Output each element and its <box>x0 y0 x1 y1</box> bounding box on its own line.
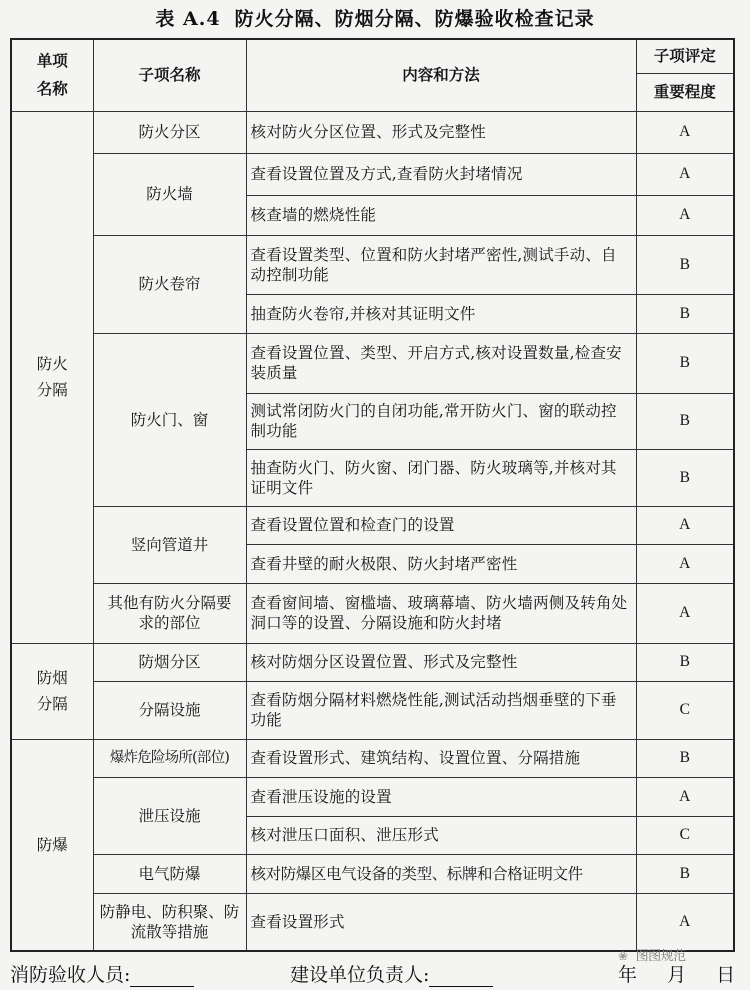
grade: B <box>636 854 734 893</box>
table-row <box>11 235 734 294</box>
header-importance: 重要程度 <box>636 73 734 111</box>
signature-footer <box>0 958 750 988</box>
group-name-line2: 分隔 <box>36 695 68 713</box>
check-content: 核查墙的燃烧性能 <box>246 195 636 235</box>
owner-blank <box>429 968 493 987</box>
check-content: 查看窗间墙、窗槛墙、玻璃幕墙、防火墙两侧及转角处洞口等的设置、分隔设施和防火封堵 <box>246 583 636 643</box>
grade: A <box>636 777 734 816</box>
table-row <box>11 777 734 816</box>
header-subitem-name: 子项名称 <box>93 39 246 111</box>
group-fire-separation <box>11 111 93 643</box>
grade: B <box>636 294 734 333</box>
subitem-name: 防火分区 <box>93 111 246 153</box>
table-row <box>11 893 734 951</box>
header-subitem-rating: 子项评定 <box>636 39 734 73</box>
subitem-name: 防火墙 <box>93 153 246 235</box>
header-content-method: 内容和方法 <box>246 39 636 111</box>
group-name-line1: 防烟 <box>36 669 68 687</box>
grade: A <box>636 195 734 235</box>
check-content: 核对防烟分区设置位置、形式及完整性 <box>246 643 636 681</box>
subitem-name: 防静电、防积聚、防流散等措施 <box>93 893 246 951</box>
subitem-name: 电气防爆 <box>93 854 246 893</box>
header-item-name-line1: 单项 <box>36 51 68 71</box>
wechat-icon: ❀ <box>618 949 628 963</box>
grade: A <box>636 544 734 583</box>
check-content: 查看设置类型、位置和防火封堵严密性,测试手动、自动控制功能 <box>246 235 636 294</box>
check-content: 查看设置形式、建筑结构、设置位置、分隔措施 <box>246 739 636 777</box>
subitem-name: 防烟分区 <box>93 643 246 681</box>
group-name-line1: 防火 <box>36 355 68 373</box>
subitem-name: 分隔设施 <box>93 681 246 739</box>
grade: C <box>636 681 734 739</box>
check-content: 查看设置形式 <box>246 893 636 951</box>
inspector-blank <box>130 968 194 987</box>
grade: B <box>636 643 734 681</box>
document-title <box>0 4 750 31</box>
table-row <box>11 111 734 153</box>
subitem-name: 其他有防火分隔要求的部位 <box>93 583 246 643</box>
check-content: 查看防烟分隔材料燃烧性能,测试活动挡烟垂壁的下垂功能 <box>246 681 636 739</box>
table-row <box>11 583 734 643</box>
header-item-name <box>11 39 93 111</box>
grade: A <box>636 506 734 544</box>
grade: A <box>636 111 734 153</box>
subitem-name: 防火卷帘 <box>93 235 246 333</box>
grade: B <box>636 449 734 506</box>
header-item-name-line2: 名称 <box>36 79 68 99</box>
inspection-record-table <box>10 38 735 952</box>
inspector-label: 消防验收人员: <box>10 964 131 986</box>
check-content: 测试常闭防火门的自闭功能,常开防火门、窗的联动控制功能 <box>246 393 636 449</box>
group-name-line2: 分隔 <box>36 381 68 399</box>
subitem-name: 泄压设施 <box>93 777 246 854</box>
table-row <box>11 333 734 393</box>
subitem-name: 爆炸危险场所(部位) <box>93 739 246 777</box>
grade: C <box>636 816 734 854</box>
grade: A <box>636 893 734 951</box>
grade: B <box>636 393 734 449</box>
grade: A <box>636 153 734 195</box>
check-content: 核对泄压口面积、泄压形式 <box>246 816 636 854</box>
table-row <box>11 153 734 195</box>
table-row <box>11 854 734 893</box>
check-content: 核对防爆区电气设备的类型、标牌和合格证明文件 <box>246 854 636 893</box>
grade: B <box>636 333 734 393</box>
table-row <box>11 506 734 544</box>
check-content: 抽查防火门、防火窗、闭门器、防火玻璃等,并核对其证明文件 <box>246 449 636 506</box>
grade: B <box>636 739 734 777</box>
group-name-line1: 防爆 <box>36 835 68 854</box>
check-content: 查看泄压设施的设置 <box>246 777 636 816</box>
inspector-signature <box>10 960 194 987</box>
date-label: 年 月 日 <box>618 964 742 986</box>
header-row <box>11 39 734 73</box>
check-content: 查看设置位置、类型、开启方式,核对设置数量,检查安装质量 <box>246 333 636 393</box>
table-row <box>11 739 734 777</box>
check-content: 查看井壁的耐火极限、防火封堵严密性 <box>246 544 636 583</box>
group-smoke-separation <box>11 643 93 739</box>
subitem-name: 竖向管道井 <box>93 506 246 583</box>
check-content: 查看设置位置和检查门的设置 <box>246 506 636 544</box>
check-content: 查看设置位置及方式,查看防火封堵情况 <box>246 153 636 195</box>
owner-label: 建设单位负责人: <box>290 964 430 986</box>
subitem-name: 防火门、窗 <box>93 333 246 506</box>
table-title: 防火分隔、防烟分隔、防爆验收检查记录 <box>234 8 595 30</box>
table-row <box>11 643 734 681</box>
watermark-text: 图图规范 <box>635 949 686 964</box>
group-explosion-proof <box>11 739 93 951</box>
grade: A <box>636 583 734 643</box>
check-content: 核对防火分区位置、形式及完整性 <box>246 111 636 153</box>
table-row <box>11 681 734 739</box>
table-number: 表 A.4 <box>155 8 221 30</box>
grade: B <box>636 235 734 294</box>
check-content: 抽查防火卷帘,并核对其证明文件 <box>246 294 636 333</box>
owner-signature <box>290 960 493 987</box>
